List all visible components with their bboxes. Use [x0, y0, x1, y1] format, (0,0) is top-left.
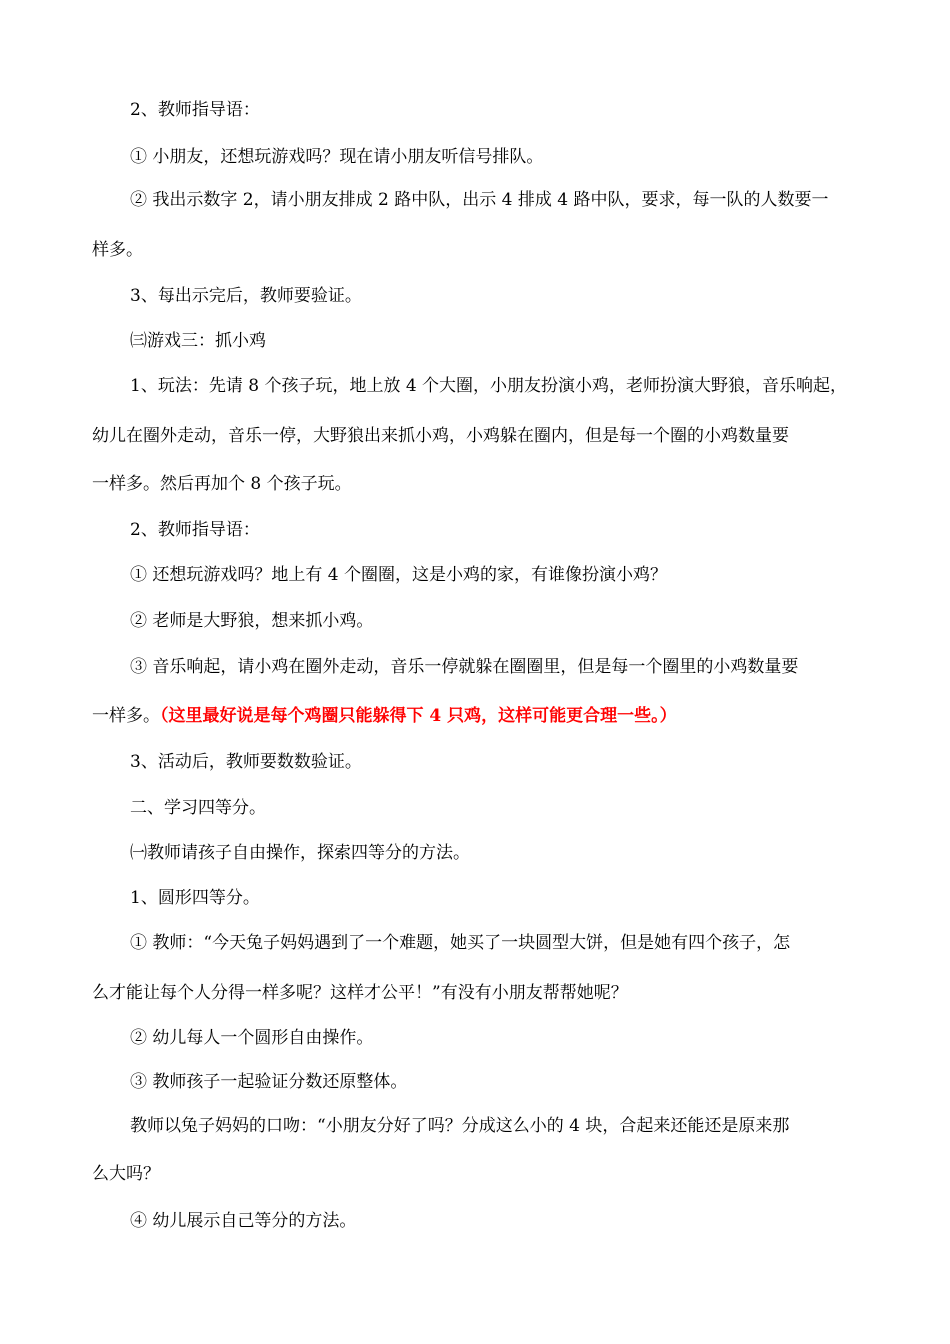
paragraph-line: 1、圆形四等分。	[130, 888, 260, 908]
paragraph-text: 一样多。	[92, 706, 160, 726]
paragraph-line: 幼儿在圈外走动，音乐一停，大野狼出来抓小鸡，小鸡躲在圈内，但是每一个圈的小鸡数量要	[92, 426, 789, 446]
paragraph-line: ① 还想玩游戏吗？地上有 4 个圈圈，这是小鸡的家，有谁像扮演小鸡？	[130, 565, 668, 585]
paragraph-line: 么才能让每个人分得一样多呢？这样才公平！”有没有小朋友帮帮她呢？	[92, 983, 628, 1003]
paragraph-line: ③ 音乐响起，请小鸡在圈外走动，音乐一停就躲在圈圈里，但是每一个圈里的小鸡数量要	[130, 657, 799, 677]
paragraph-line: 3、活动后，教师要数数验证。	[130, 752, 362, 772]
paragraph-line: ② 幼儿每人一个圆形自由操作。	[130, 1028, 374, 1048]
paragraph-line: 一样多。然后再加个 8 个孩子玩。	[92, 474, 352, 494]
section-heading: ㈢游戏三：抓小鸡	[130, 331, 266, 351]
paragraph-line: 么大吗？	[92, 1164, 160, 1184]
paragraph-line: ③ 教师孩子一起验证分数还原整体。	[130, 1072, 408, 1092]
section-heading: 二、学习四等分。	[130, 798, 266, 818]
paragraph-line: 1、玩法：先请 8 个孩子玩，地上放 4 个大圈，小朋友扮演小鸡，老师扮演大野狼，音乐响起，	[130, 376, 848, 396]
paragraph-line: ② 我出示数字 2，请小朋友排成 2 路中队，出示 4 排成 4 路中队，要求，每一队的人数要一	[130, 190, 829, 210]
paragraph-line: 教师以兔子妈妈的口吻：“小朋友分好了吗？分成这么小的 4 块，合起来还能还是原来那	[130, 1116, 790, 1136]
editor-note: （这里最好说是每个鸡圈只能躲得下 4 只鸡，这样可能更合理一些。）	[160, 706, 677, 726]
paragraph-line: ① 小朋友，还想玩游戏吗？现在请小朋友听信号排队。	[130, 147, 544, 167]
paragraph-line: ㈠教师请孩子自由操作，探索四等分的方法。	[130, 843, 470, 863]
paragraph-line: ② 老师是大野狼，想来抓小鸡。	[130, 611, 374, 631]
paragraph-line	[92, 704, 872, 728]
paragraph-line: 3、每出示完后，教师要验证。	[130, 286, 362, 306]
paragraph-line: 样多。	[92, 240, 143, 260]
paragraph-line: 2、教师指导语：	[130, 520, 260, 540]
paragraph-line: ④ 幼儿展示自己等分的方法。	[130, 1211, 357, 1231]
paragraph-line: ① 教师：“今天兔子妈妈遇到了一个难题，她买了一块圆型大饼，但是她有四个孩子，怎	[130, 933, 791, 953]
paragraph-line: 2、教师指导语：	[130, 100, 260, 120]
